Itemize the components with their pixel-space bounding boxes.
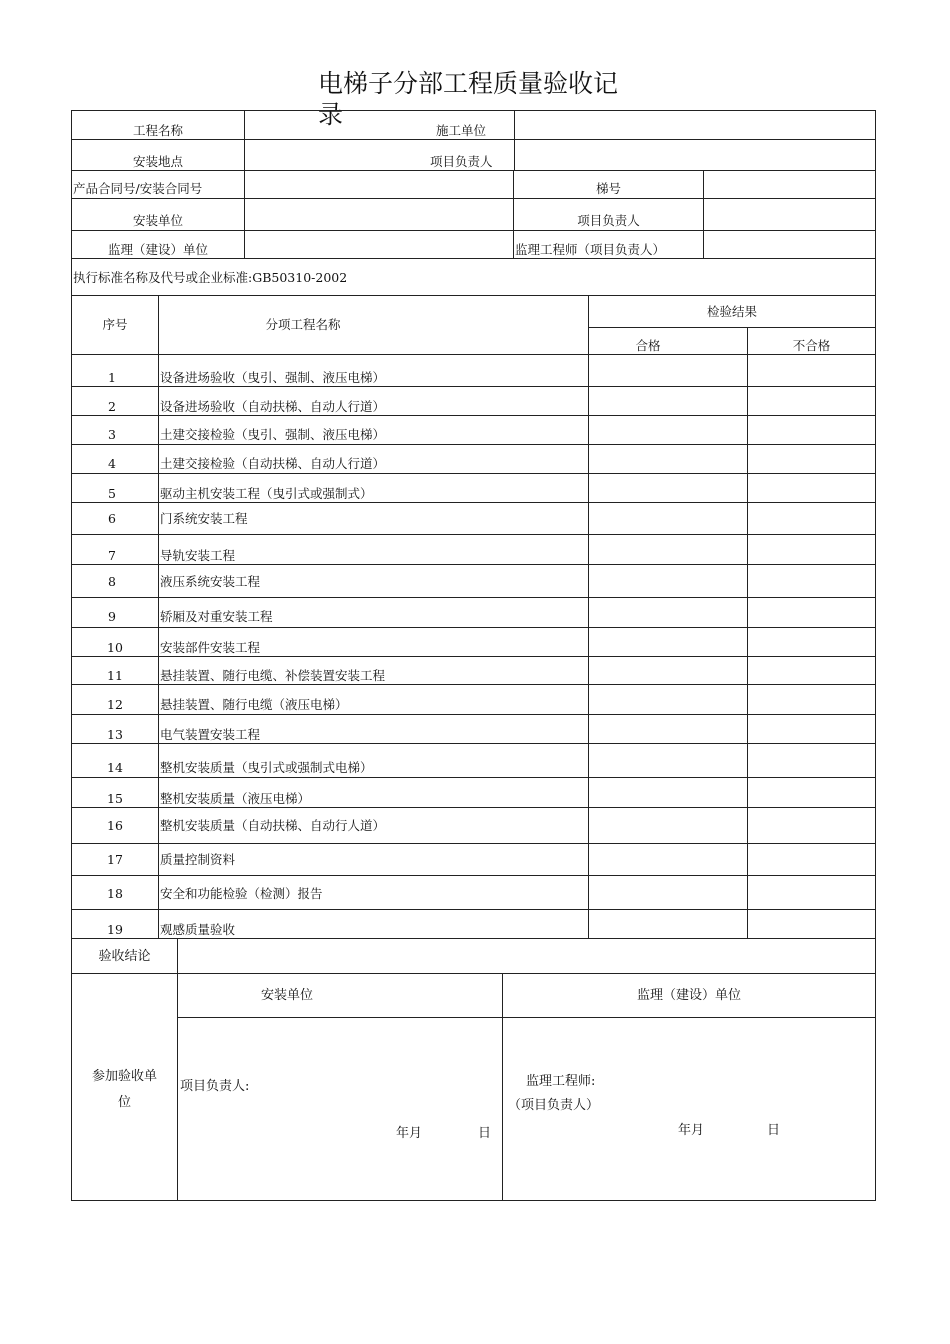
install-date-ym: 年月	[396, 1126, 423, 1141]
rule	[71, 198, 876, 199]
row-name: 悬挂装置、随行电缆、补偿装置安装工程	[160, 668, 386, 683]
row-no: 19	[107, 922, 123, 937]
project-manager-label-2: 项目负责人	[577, 213, 640, 228]
row-no: 4	[108, 456, 116, 471]
row-name: 土建交接检验（曳引、强制、液压电梯）	[160, 427, 386, 442]
row-no: 6	[108, 511, 116, 526]
title-line-1: 电梯子分部工程质量验收记	[318, 69, 619, 98]
row-no: 12	[107, 697, 123, 712]
col-result-header: 检验结果	[706, 304, 757, 319]
row-name: 整机安装质量（液压电梯）	[160, 791, 311, 806]
install-unit-label: 安装单位	[132, 213, 183, 228]
supervision-engineer-label: 监理工程师（项目负责人）	[515, 242, 666, 257]
supervision-unit-header: 监理（建设）单位	[636, 988, 741, 1003]
rule	[71, 354, 876, 355]
row-name: 悬挂装置、随行电缆（液压电梯）	[160, 697, 348, 712]
col-no-header: 序号	[102, 317, 128, 332]
row-no: 11	[107, 668, 123, 683]
row-no: 17	[107, 852, 123, 867]
row-name: 驱动主机安装工程（曳引式或强制式）	[160, 486, 373, 501]
rule	[71, 139, 876, 140]
project-manager-label: 项目负责人	[430, 154, 493, 169]
row-name: 门系统安装工程	[160, 511, 248, 526]
title-line-2: 录	[318, 100, 344, 129]
row-no: 3	[108, 427, 116, 442]
participants-label-line1: 参加验收单	[91, 1069, 157, 1084]
row-name: 观感质量验收	[160, 922, 236, 937]
row-no: 1	[108, 370, 116, 385]
row-name: 安装部件安装工程	[160, 640, 261, 655]
row-name: 电气装置安装工程	[160, 727, 261, 742]
rule	[71, 295, 876, 296]
row-name: 安全和功能检验（检测）报告	[160, 886, 323, 901]
rule	[71, 170, 876, 171]
row-name: 质量控制资料	[160, 852, 236, 867]
supervision-unit-label: 监理（建设）单位	[107, 242, 208, 257]
install-location-label: 安装地点	[132, 154, 183, 169]
row-name: 土建交接检验（自动扶梯、自动人行道）	[160, 456, 386, 471]
col-name-header: 分项工程名称	[265, 317, 341, 332]
supervision-date-d: 日	[767, 1123, 781, 1138]
row-no: 10	[107, 640, 123, 655]
construction-unit-label: 施工单位	[436, 123, 487, 138]
row-name: 设备进场验收（曳引、强制、液压电梯）	[160, 370, 386, 385]
col-pass-header: 合格	[635, 338, 661, 353]
standard-line: 执行标准名称及代号或企业标准:GB50310-2002	[73, 270, 348, 285]
supervision-manager-signature: （项目负责人）	[508, 1098, 600, 1113]
supervision-engineer-signature: 监理工程师:	[526, 1074, 596, 1089]
conclusion-label: 验收结论	[98, 949, 151, 964]
project-name-label: 工程名称	[132, 123, 183, 138]
participants-label-line2: 位	[117, 1095, 131, 1110]
col-fail-header: 不合格	[792, 338, 831, 353]
row-no: 15	[107, 791, 123, 806]
rule	[71, 230, 876, 231]
row-no: 9	[108, 609, 116, 624]
row-name: 液压系统安装工程	[160, 574, 261, 589]
contract-no-label: 产品合同号/安装合同号	[73, 181, 203, 196]
row-no: 7	[108, 548, 116, 563]
install-manager-signature: 项目负责人:	[180, 1079, 250, 1094]
row-no: 5	[108, 486, 116, 501]
row-name: 整机安装质量（自动扶梯、自动行人道）	[160, 818, 386, 833]
row-no: 13	[107, 727, 123, 742]
row-name: 导轨安装工程	[160, 548, 236, 563]
row-no: 16	[107, 818, 123, 833]
row-no: 8	[108, 574, 116, 589]
row-name: 轿厢及对重安装工程	[160, 609, 273, 624]
row-name: 整机安装质量（曳引式或强制式电梯）	[160, 760, 373, 775]
rule	[588, 327, 876, 328]
row-no: 18	[107, 886, 123, 901]
row-no: 14	[107, 760, 123, 775]
elevator-no-label: 梯号	[595, 181, 621, 196]
supervision-date-ym: 年月	[678, 1123, 705, 1138]
row-name: 设备进场验收（自动扶梯、自动人行道）	[160, 399, 386, 414]
install-date-d: 日	[478, 1126, 492, 1141]
rule	[71, 258, 876, 259]
install-unit-header: 安装单位	[260, 988, 313, 1003]
row-no: 2	[108, 399, 116, 414]
